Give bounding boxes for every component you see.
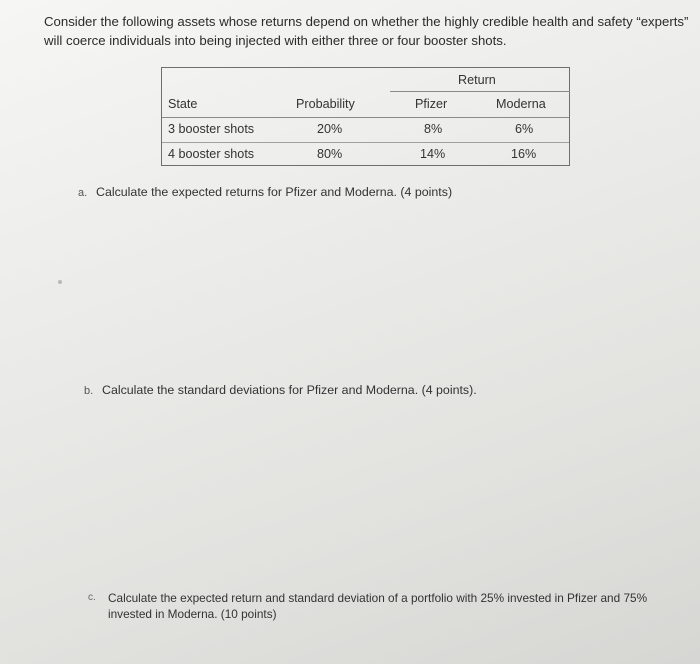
row1-moderna: 6% — [515, 122, 534, 136]
header-state: State — [168, 97, 198, 111]
question-a-text: Calculate the expected returns for Pfizer and Moderna. (4 points) — [96, 185, 453, 199]
question-c-text: Calculate the expected return and standard deviation of a portfolio with 25% invested in Pfizer and 75% invested in Moderna. (10 points) — [108, 591, 648, 621]
header-underline — [162, 117, 569, 118]
header-moderna: Moderna — [496, 97, 546, 111]
header-probability: Probability — [296, 97, 355, 111]
row2-state: 4 booster shots — [168, 147, 255, 161]
question-b — [84, 383, 477, 397]
row1-state: 3 booster shots — [168, 122, 255, 136]
intro-paragraph: Consider the following assets whose returns depend on whether the highly credible health and safety “experts” will coerce individuals into being injected with either three or four booster shots. — [44, 14, 689, 48]
row1-probability: 20% — [317, 122, 343, 136]
row2-pfizer: 14% — [420, 147, 446, 161]
question-c-label: c. — [88, 592, 96, 603]
question-a-label: a. — [78, 187, 88, 199]
row-divider — [162, 142, 569, 143]
speck-mark — [58, 280, 62, 284]
question-a — [78, 185, 452, 199]
question-b-text: Calculate the standard deviations for Pfizer and Moderna. (4 points). — [102, 383, 477, 397]
return-group-underline — [390, 91, 570, 92]
row2-moderna: 16% — [511, 147, 537, 161]
question-b-label: b. — [84, 385, 94, 397]
returns-table — [161, 67, 570, 166]
return-group-header: Return — [458, 73, 496, 87]
header-pfizer: Pfizer — [415, 97, 448, 111]
row2-probability: 80% — [317, 147, 343, 161]
row1-pfizer: 8% — [424, 122, 443, 136]
